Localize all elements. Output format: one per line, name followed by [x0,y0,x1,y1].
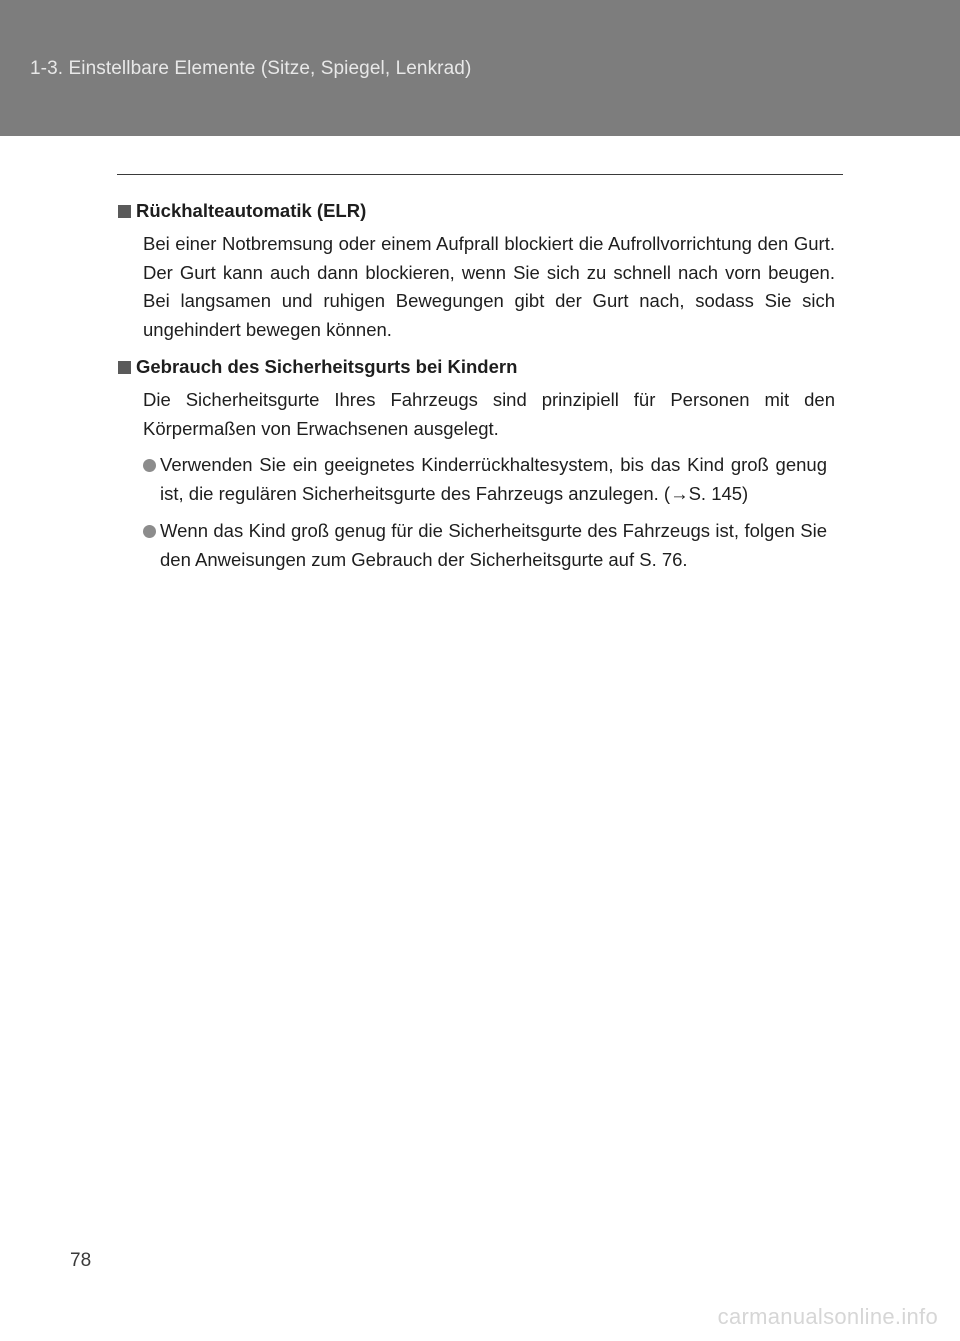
section-elr [118,196,838,344]
section-heading-text: Gebrauch des Sicherheitsgurts bei Kindern [136,356,518,377]
square-bullet-icon [118,205,131,218]
watermark-text: carmanualsonline.info [717,1304,938,1329]
section-paragraph: Bei einer Notbremsung oder einem Aufprall blockiert die Aufrollvorrichtung den Gurt. Der Gurt kann auch dann blockieren, wenn Sie sich zu schnell nach vorn beugen. Bei langsamen und ruhigen Bewegungen gibt der Gurt nach, sodass Sie sich ungehindert bewegen können. [143,233,835,340]
circle-bullet-icon [143,459,156,472]
chapter-title: 1-3. Einstellbare Elemente (Sitze, Spiegel, Lenkrad) [30,58,472,79]
section-children-seatbelt [118,352,838,574]
list-item [143,517,827,574]
section-divider [117,174,843,175]
page-number: 78 [70,1250,92,1271]
page-content [118,196,838,574]
bullet-list [143,451,827,574]
list-item-text: Verwenden Sie ein geeignetes Kinderrückhaltesystem, bis das Kind groß genug ist, die regulären Sicherheitsgurte des Fahrzeugs anzulegen. (→S. 145) [160,454,827,504]
list-item [143,451,827,508]
list-item-text: Wenn das Kind groß genug für die Sicherheitsgurte des Fahrzeugs ist, folgen Sie den Anweisungen zum Gebrauch der Sicherheitsgurte auf S. 76. [160,520,827,570]
section-heading [118,352,838,382]
section-paragraph: Die Sicherheitsgurte Ihres Fahrzeugs sind prinzipiell für Personen mit den Körpermaßen von Erwachsenen ausgelegt. [143,389,835,439]
square-bullet-icon [118,361,131,374]
section-heading-text: Rückhalteautomatik (ELR) [136,200,367,221]
circle-bullet-icon [143,525,156,538]
section-heading [118,196,838,226]
chapter-header-band [0,0,960,136]
